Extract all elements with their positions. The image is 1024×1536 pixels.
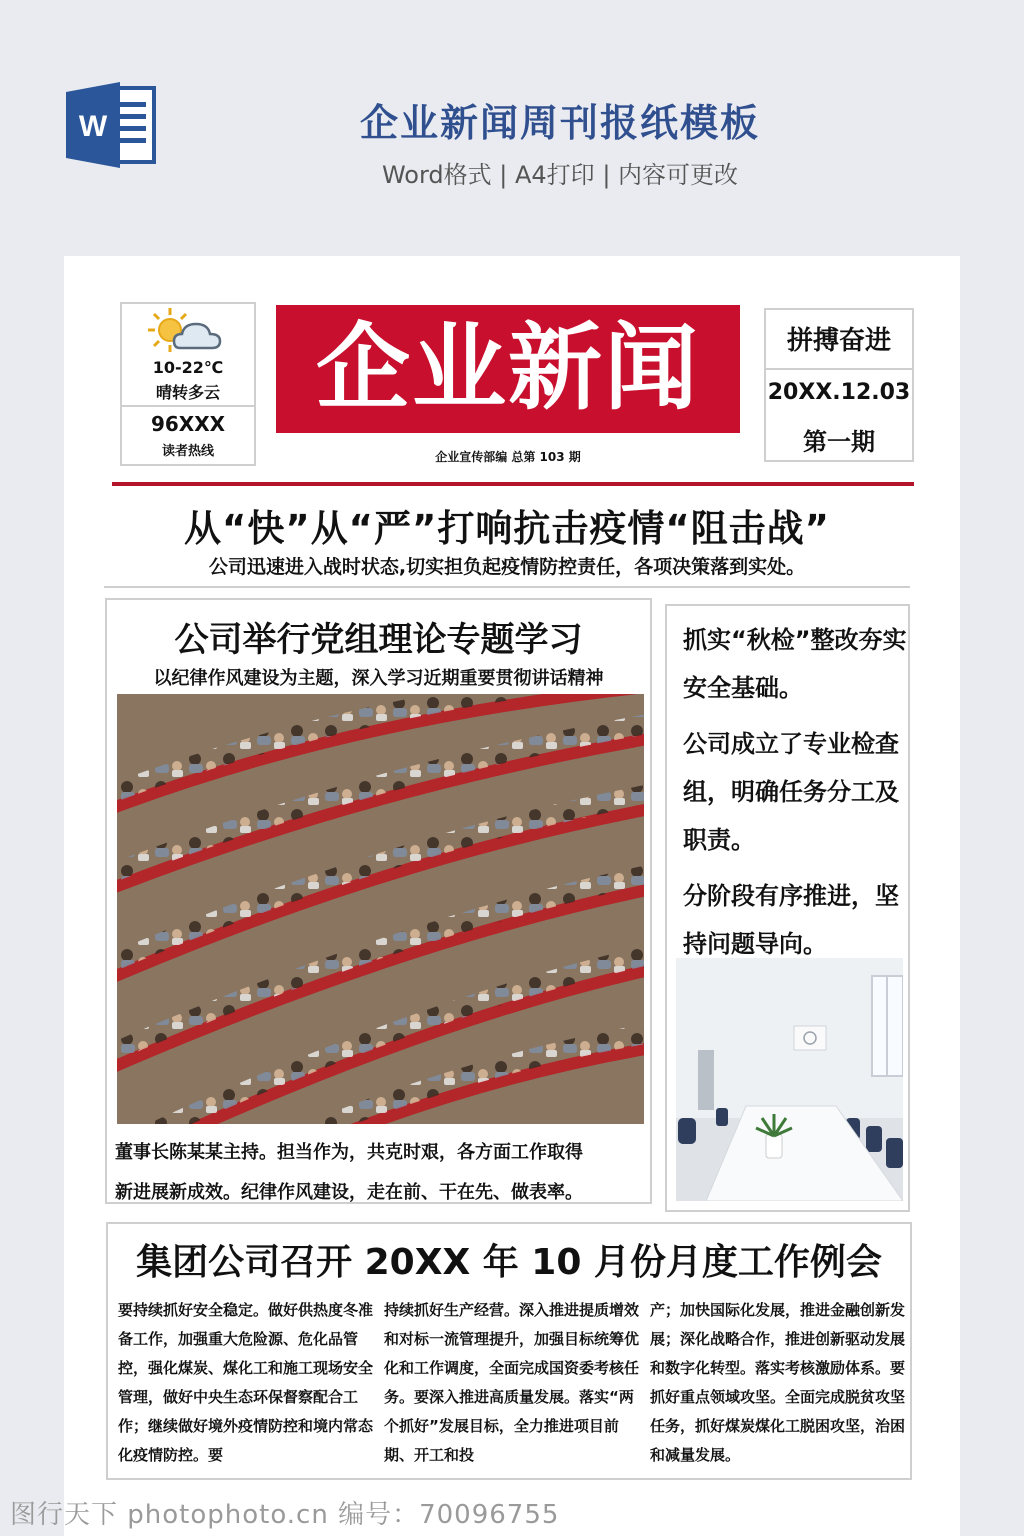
watermark: 图行天下 photophoto.cn 编号：70096755 xyxy=(10,1500,560,1530)
hotline-number: 96XXX xyxy=(150,412,226,436)
article-study xyxy=(105,598,652,1204)
issue-date: 20XX.12.03 xyxy=(767,380,911,405)
article-paragraph: 分阶段有序推进，坚持问题导向。 xyxy=(683,882,899,958)
template-subtitle: Word格式 | A4打印 | 内容可更改 xyxy=(381,161,739,189)
lead-headline: 从“快”从“严”打响抗击疫情“阻击战” xyxy=(184,507,830,550)
masthead-title: 企业新闻 xyxy=(276,305,740,433)
editor-line: 企业宣传部编 总第 103 期 xyxy=(435,450,581,464)
article-column: 持续抓好生产经营。深入推进提质增效和对标一流管理提升，加强目标统筹优化和工作调度，全面完成国资委考核任务。要深入推进高质量发展。落实“两个抓好”发展目标，全力推进项目前期、开工和投 xyxy=(384,1301,640,1464)
weather-hotline-box xyxy=(120,302,256,466)
svg-text:W: W xyxy=(78,110,108,143)
article-body-line: 董事长陈某某主持。担当作为，共克时艰，各方面工作取得 xyxy=(115,1142,583,1163)
article-subtitle: 以纪律作风建设为主题，深入学习近期重要贯彻讲话精神 xyxy=(153,668,604,689)
hotline-label: 读者热线 xyxy=(161,444,214,459)
partly-cloudy-icon xyxy=(144,306,234,354)
issue-info-box xyxy=(764,308,914,462)
article-column: 产；加快国际化发展，推进金融创新发展；深化战略合作，推进创新驱动发展和数字化转型。落实考核激励体系。要抓好重点领域攻坚。全面完成脱贫攻坚任务，抓好煤炭煤化工脱困攻坚，治困和减量发展。 xyxy=(650,1301,906,1464)
motto: 拼搏奋进 xyxy=(786,326,891,356)
red-rule xyxy=(112,482,914,486)
article-column: 要持续抓好安全稳定。做好供热度冬准备工作，加强重大危险源、危化品管控，强化煤炭、煤化工和施工现场安全管理，做好中央生态环保督察配合工作；继续做好境外疫情防控和境内常态化疫情防控。要 xyxy=(118,1301,374,1464)
divider xyxy=(766,368,912,370)
temperature: 10-22℃ xyxy=(152,358,224,377)
article-title: 公司举行党组理论专题学习 xyxy=(174,620,583,660)
article-safety xyxy=(665,604,910,1212)
article-paragraph: 公司成立了专业检查组，明确任务分工及职责。 xyxy=(683,730,899,854)
template-title: 企业新闻周刊报纸模板 xyxy=(359,101,760,145)
article-paragraph: 抓实“秋检”整改夯实安全基础。 xyxy=(683,626,907,702)
issue-number: 第一期 xyxy=(803,428,875,456)
article-meeting xyxy=(106,1222,912,1480)
divider xyxy=(104,586,910,588)
weather-description: 晴转多云 xyxy=(155,383,220,402)
lead-subline: 公司迅速进入战时状态,切实担负起疫情防控责任，各项决策落到实处。 xyxy=(208,556,806,578)
article-title: 集团公司召开 20XX 年 10 月份月度工作例会 xyxy=(136,1242,882,1283)
article-body-line: 新进展新成效。纪律作风建设，走在前、干在先、做表率。 xyxy=(115,1182,583,1203)
divider xyxy=(122,405,254,407)
word-document-icon xyxy=(66,82,158,168)
meeting-room-photo xyxy=(676,958,903,1201)
auditorium-photo xyxy=(117,694,644,1124)
